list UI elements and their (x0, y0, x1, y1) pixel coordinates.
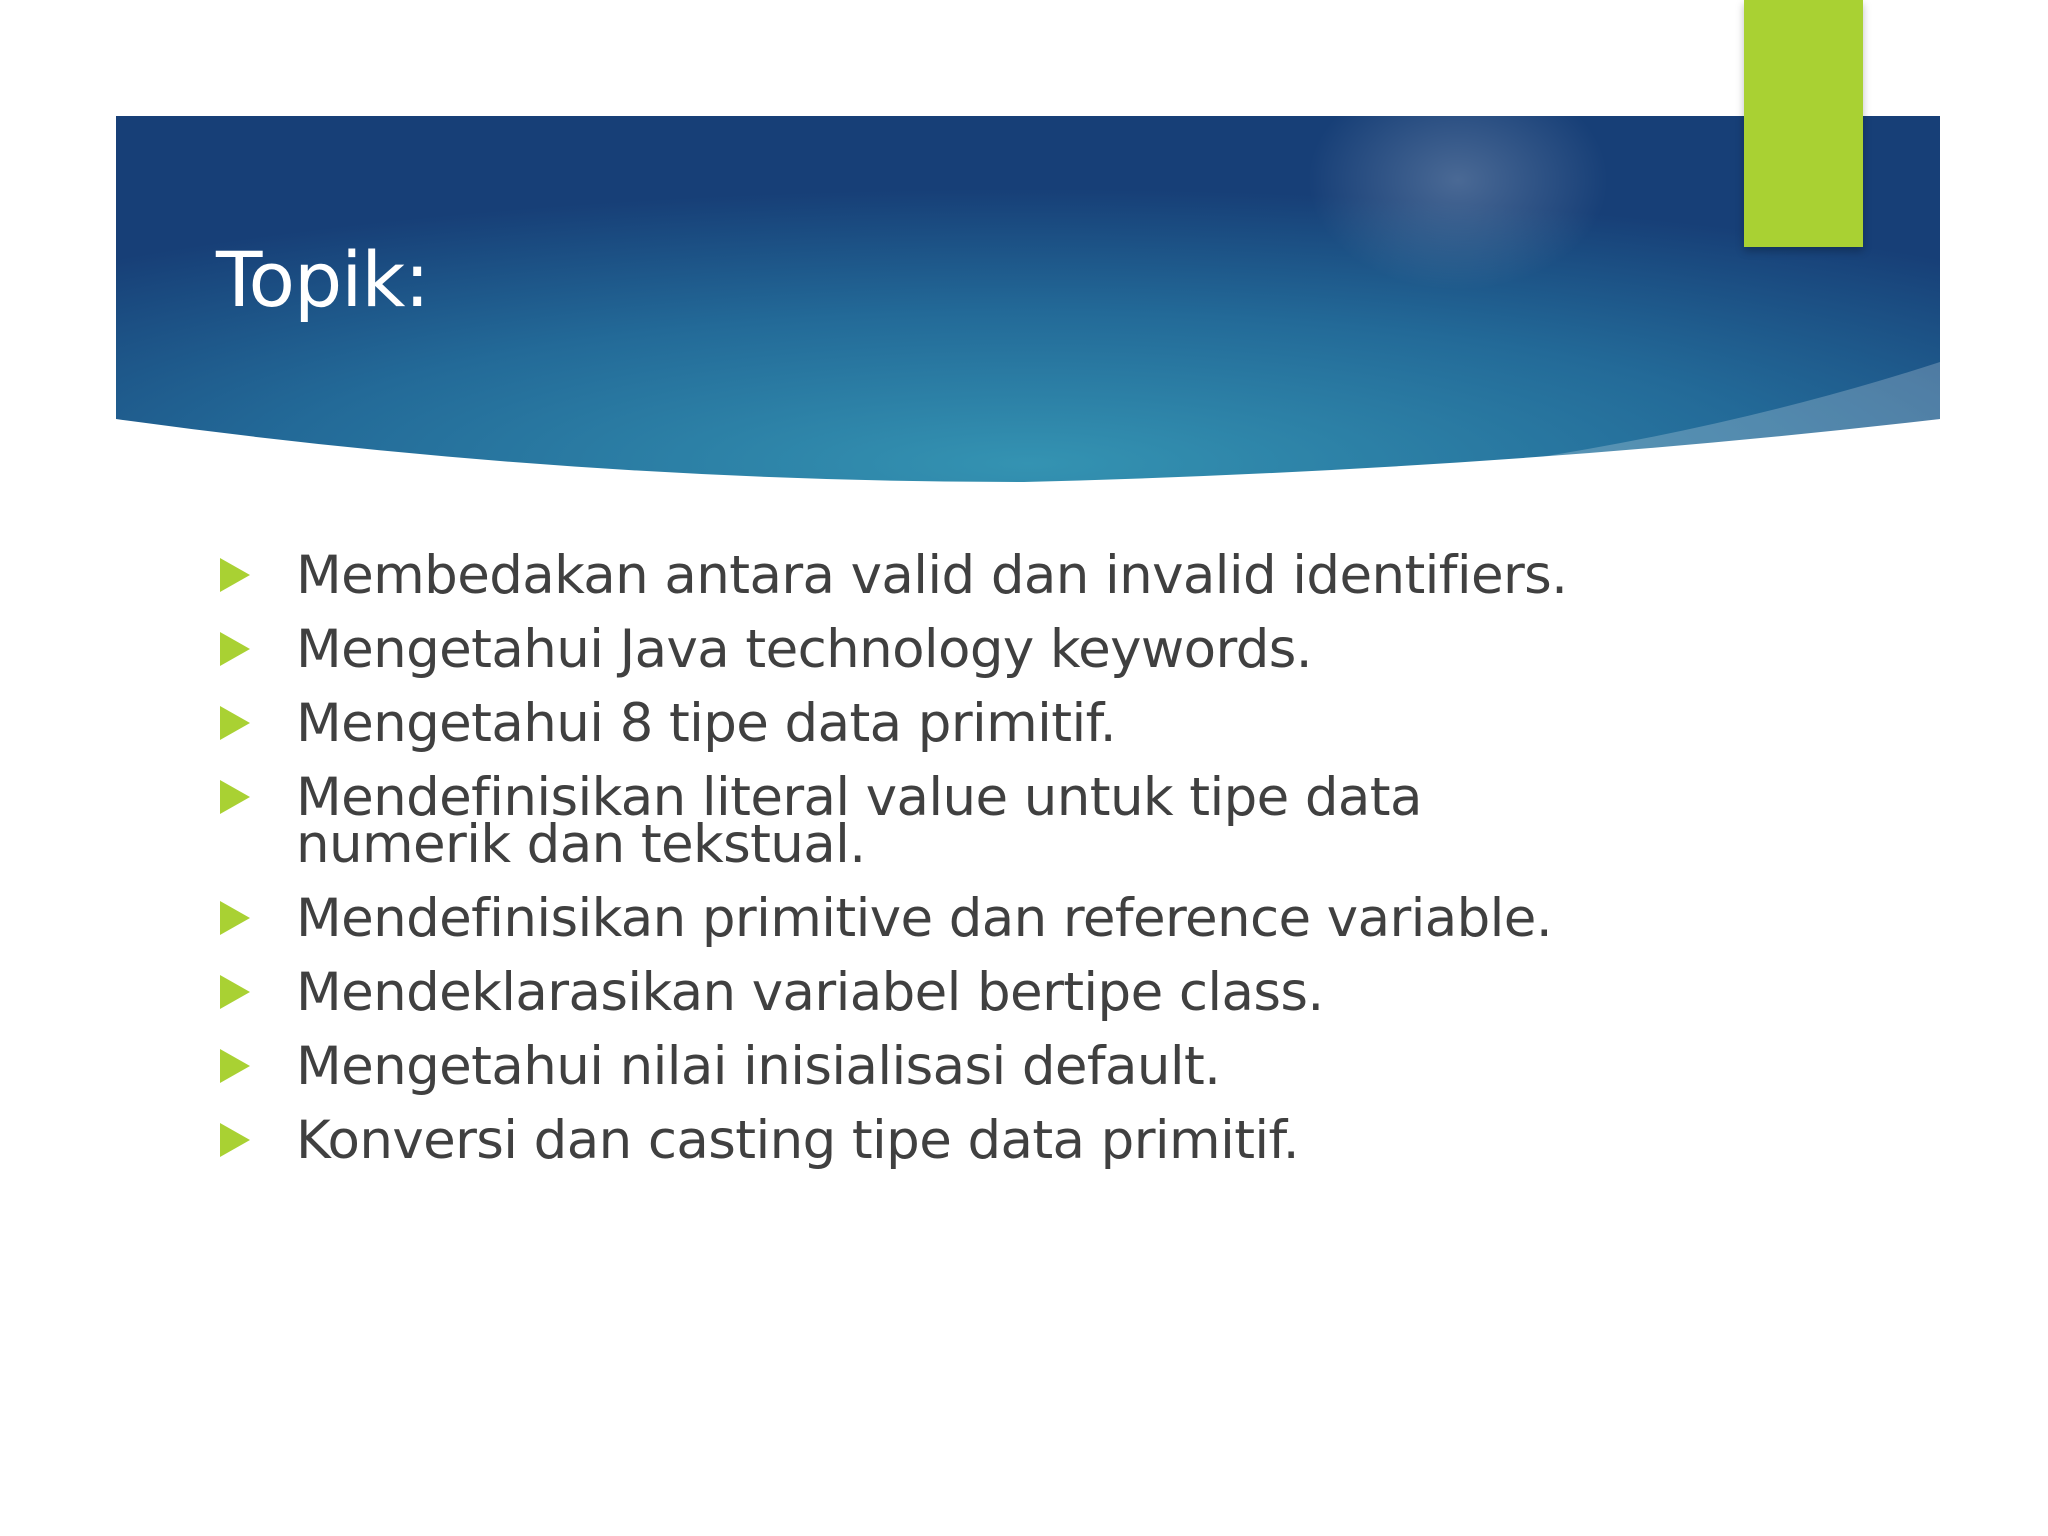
triangle-right-icon (220, 901, 250, 935)
triangle-right-icon (220, 632, 250, 666)
list-item (216, 888, 1916, 949)
list-item (216, 767, 1546, 875)
list-item-text: Konversi dan casting tipe data primitif. (296, 1110, 1299, 1171)
triangle-right-icon (220, 1123, 250, 1157)
list-item-text: Mendeklarasikan variabel bertipe class. (296, 962, 1324, 1023)
list-item-text: Mengetahui Java technology keywords. (296, 619, 1313, 680)
bullet-list (216, 545, 1916, 1191)
list-item (216, 1110, 1916, 1171)
list-item-text: Mendefinisikan literal value untuk tipe data numerik dan tekstual. (296, 767, 1422, 875)
list-item-text: Mengetahui nilai inisialisasi default. (296, 1036, 1221, 1097)
list-item (216, 1036, 1916, 1097)
slide-title: Topik: (216, 235, 429, 324)
accent-tab (1744, 0, 1863, 247)
list-item-text: Mendefinisikan primitive dan reference variable. (296, 888, 1553, 949)
list-item-text: Membedakan antara valid dan invalid identifiers. (296, 545, 1568, 606)
list-item (216, 962, 1916, 1023)
list-item (216, 693, 1916, 754)
list-item (216, 545, 1916, 606)
triangle-right-icon (220, 975, 250, 1009)
list-item-text: Mengetahui 8 tipe data primitif. (296, 693, 1117, 754)
triangle-right-icon (220, 558, 250, 592)
list-item (216, 619, 1916, 680)
triangle-right-icon (220, 780, 250, 814)
triangle-right-icon (220, 706, 250, 740)
triangle-right-icon (220, 1049, 250, 1083)
